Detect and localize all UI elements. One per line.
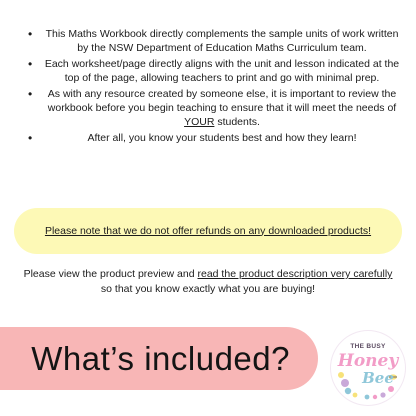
- bullet-text: This Maths Workbook directly complements the sample units of work written by the NSW Department of Education Maths Curriculum team.: [45, 28, 399, 54]
- refund-note-text: Please note that we do not offer refunds on any downloaded products!: [44, 224, 372, 237]
- busy-honey-bee-logo: [331, 331, 405, 405]
- bullet-text-emphasis: YOUR: [184, 116, 215, 128]
- preview-text-after: so that you know exactly what you are buying!: [100, 283, 316, 295]
- bullet-item: [22, 27, 400, 55]
- info-bullet-list: [22, 27, 400, 147]
- bullet-text: After all, you know your students best and how they learn!: [87, 132, 357, 144]
- bullet-text-before: As with any resource created by someone else, it is important to review the workbook before you begin teaching to ensure that it will meet the needs of: [47, 88, 397, 114]
- refund-note-banner: [14, 208, 402, 254]
- bullet-dot-icon: •: [28, 27, 33, 41]
- logo-line-3: Bee: [362, 369, 394, 387]
- bullet-dot-icon: •: [28, 57, 33, 71]
- bullet-dot-icon: •: [28, 131, 33, 145]
- whats-included-banner: [0, 327, 318, 390]
- bullet-item: [22, 87, 400, 129]
- preview-text-before: Please view the product preview and: [23, 268, 198, 280]
- bullet-item: [22, 57, 400, 85]
- logo-line-1: THE BUSY: [350, 343, 386, 350]
- logo-line-2: Honey: [337, 351, 399, 371]
- bullet-text: Each worksheet/page directly aligns with the unit and lesson indicated at the top of the page, allowing teachers to print and go with minimal prep.: [44, 58, 400, 84]
- bullet-item: [22, 131, 400, 145]
- bullet-text-after: students.: [214, 116, 260, 128]
- whats-included-heading: What’s included?: [31, 339, 290, 377]
- bullet-dot-icon: •: [28, 87, 33, 101]
- preview-instructions: [20, 267, 396, 297]
- description-link[interactable]: read the product description very carefully: [197, 268, 393, 280]
